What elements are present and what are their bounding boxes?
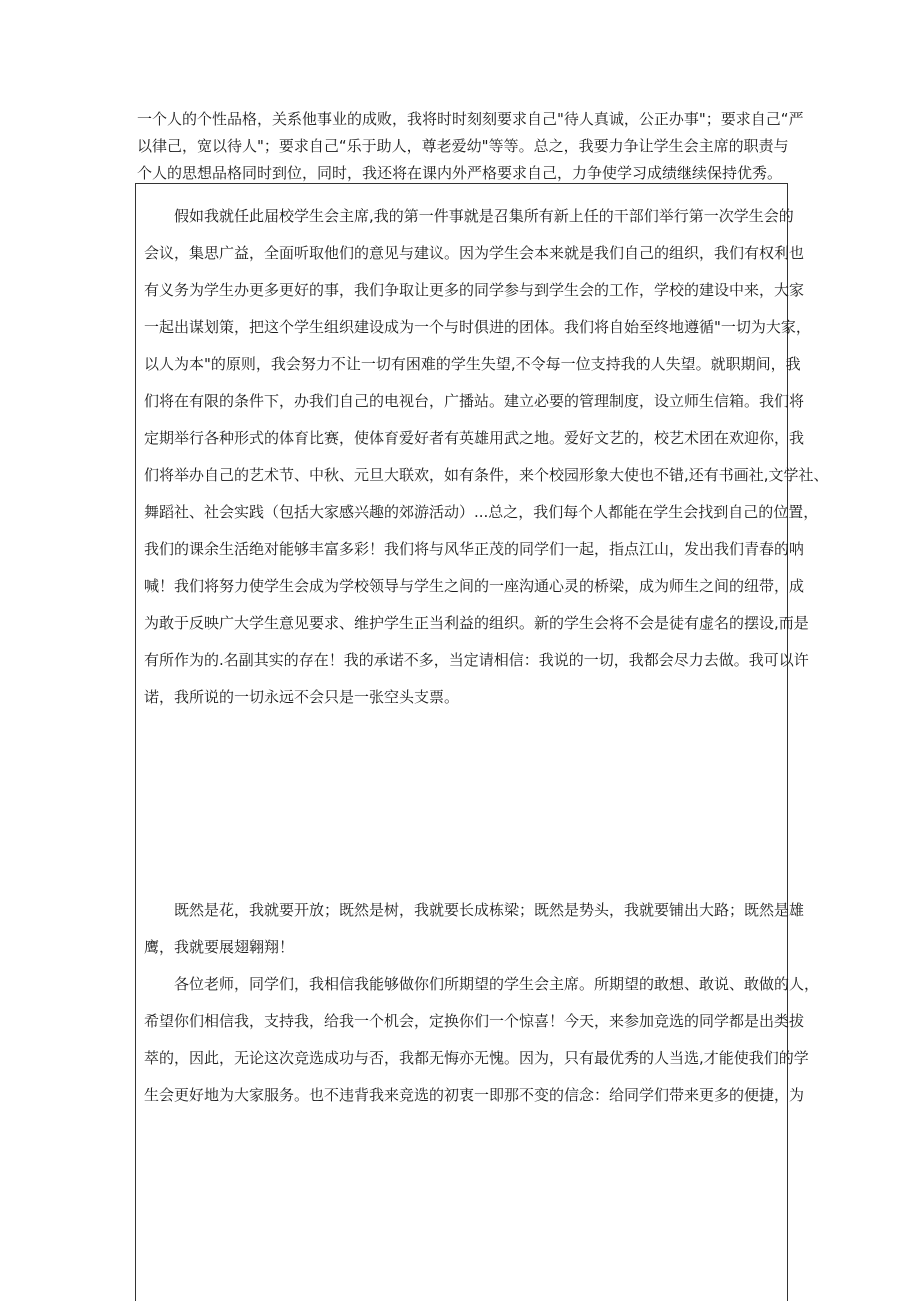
text-line: 有所作为的.名副其实的存在！我的承诺不多，当定请相信：我说的一切，我都会尽力去做。我可以许 <box>144 651 809 669</box>
bordered-text-box <box>135 183 829 1301</box>
text-line: 各位老师，同学们，我相信我能够做你们所期望的学生会主席。所期望的敢想、敢说、敢做的人， <box>174 975 820 993</box>
text-line: 一个人的个性品格，关系他事业的成败，我将时时刻刻要求自己"待人真诚，公正办事"；要求自己“严 <box>137 110 804 128</box>
text-line: 假如我就任此届校学生会主席,我的第一件事就是召集所有新上任的干部们举行第一次学生会的 <box>174 207 794 225</box>
text-line: 既然是花，我就要开放；既然是树，我就要长成栋梁；既然是势头，我就要铺出大路；既然是雄 <box>174 901 805 919</box>
paragraph-2 <box>144 892 805 966</box>
text-line: 个人的思想品格同时到位，同时，我还将在课内外严格要求自己，力争使学习成绩继续保持优秀。 <box>137 164 783 182</box>
paragraph-1 <box>144 198 829 716</box>
paragraph-3 <box>144 966 820 1114</box>
text-line: 生会更好地为大家服务。也不违背我来竞选的初衷一即那不变的信念：给同学们带来更多的便捷，为 <box>144 1086 805 1104</box>
text-line: 们将在有限的条件下，办我们自己的电视台，广播站。建立必要的管理制度，设立师生信箱。我们将 <box>144 392 805 410</box>
text-line: 一起出谋划策，把这个学生组织建设成为一个与时俱进的团体。我们将自始至终地遵循"一切为大家， <box>144 318 811 336</box>
text-line: 会议，集思广益，全面听取他们的意见与建议。因为学生会本来就是我们自己的组织，我们有权利也 <box>144 244 805 262</box>
text-line: 舞蹈社、社会实践（包括大家感兴趣的郊游活动）...总之，我们每个人都能在学生会找到自己的位置， <box>144 503 819 521</box>
text-line: 为敢于反映广大学生意见要求、维护学生正当利益的组织。新的学生会将不会是徒有虚名的摆设,而是 <box>144 614 809 632</box>
text-line: 以律己，宽以待人"；要求自己“乐于助人，尊老爱幼"等等。总之，我要力争让学生会主席的职责与 <box>137 137 789 155</box>
text-line: 喊！我们将努力使学生会成为学校领导与学生之间的一座沟通心灵的桥梁，成为师生之间的纽带，成 <box>144 577 805 595</box>
text-line: 定期举行各种形式的体育比赛，使体育爱好者有英雄用武之地。爱好文艺的，校艺术团在欢迎你，我 <box>144 429 805 447</box>
text-line: 以人为本"的原则，我会努力不让一切有困难的学生失望,不令每一位支持我的人失望。就职期间，我 <box>144 355 801 373</box>
text-line: 我们的课余生活绝对能够丰富多彩！我们将与风华正茂的同学们一起，指点江山，发出我们青春的呐 <box>144 540 805 558</box>
intro-paragraph <box>137 106 804 187</box>
text-line: 诺，我所说的一切永远不会只是一张空头支票。 <box>144 688 460 706</box>
text-line: 希望你们相信我，支持我，给我一个机会，定换你们一个惊喜！今天，来参加竞选的同学都是出类拔 <box>144 1012 805 1030</box>
text-line: 萃的，因此，无论这次竞选成功与否，我都无悔亦无愧。因为，只有最优秀的人当选,才能使我们的学 <box>144 1049 809 1067</box>
text-line: 鹰，我就要展翅翱翔！ <box>144 938 295 956</box>
text-line: 有义务为学生办更多更好的事，我们争取让更多的同学参与到学生会的工作，学校的建设中来，大家 <box>144 281 805 299</box>
text-line: 们将举办自己的艺术节、中秋、元旦大联欢，如有条件，来个校园形象大使也不错,还有书画社,文学社、 <box>144 466 829 484</box>
